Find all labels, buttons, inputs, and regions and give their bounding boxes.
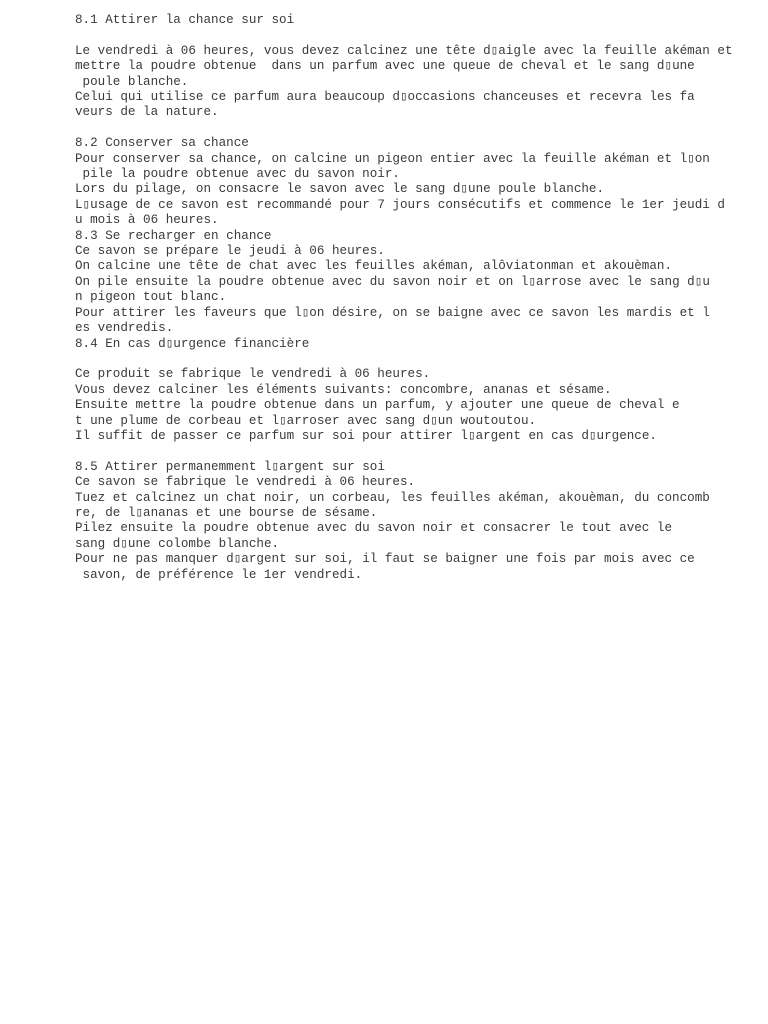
paragraph-line: Le vendredi à 06 heures, vous devez calcinez une tête d▯aigle avec la feuille akéman et <box>75 43 733 58</box>
paragraph-line: Ensuite mettre la poudre obtenue dans un parfum, y ajouter une queue de cheval e <box>75 398 680 413</box>
paragraph-line: Pour ne pas manquer d▯argent sur soi, il faut se baigner une fois par mois avec ce <box>75 552 695 567</box>
paragraph-line: L▯usage de ce savon est recommandé pour 7 jours consécutifs et commence le 1er jeudi d <box>75 197 725 212</box>
paragraph-line: On pile ensuite la poudre obtenue avec du savon noir et on l▯arrose avec le sang d▯u <box>75 274 710 289</box>
paragraph-line: savon, de préférence le 1er vendredi. <box>75 567 363 582</box>
blank-line <box>75 121 755 136</box>
paragraph-line: re, de l▯ananas et une bourse de sésame. <box>75 505 378 520</box>
paragraph-line: u mois à 06 heures. <box>75 213 219 228</box>
paragraph-line: Pour attirer les faveurs que l▯on désire, on se baigne avec ce savon les mardis et l <box>75 305 710 320</box>
paragraph-line: On calcine une tête de chat avec les feuilles akéman, alôviatonman et akouèman. <box>75 259 673 274</box>
section-heading: 8.2 Conserver sa chance <box>75 136 249 151</box>
paragraph-line: mettre la poudre obtenue dans un parfum avec une queue de cheval et le sang d▯une <box>75 59 695 74</box>
blank-line <box>75 352 755 367</box>
paragraph-line: veurs de la nature. <box>75 105 219 120</box>
section-heading: 8.1 Attirer la chance sur soi <box>75 13 295 27</box>
paragraph-line: pile la poudre obtenue avec du savon noir. <box>75 167 400 182</box>
paragraph-line: Pour conserver sa chance, on calcine un pigeon entier avec la feuille akéman et l▯on <box>75 151 710 166</box>
paragraph-line: Ce savon se prépare le jeudi à 06 heures. <box>75 244 385 259</box>
section-heading: 8.4 En cas d▯urgence financière <box>75 336 310 351</box>
document-body <box>75 13 755 583</box>
paragraph-line: Tuez et calcinez un chat noir, un corbeau, les feuilles akéman, akouèman, du concomb <box>75 490 710 505</box>
paragraph-line: sang d▯une colombe blanche. <box>75 536 280 551</box>
paragraph-line: t une plume de corbeau et l▯arroser avec sang d▯un woutoutou. <box>75 413 537 428</box>
paragraph-line: Vous devez calciner les éléments suivants: concombre, ananas et sésame. <box>75 382 612 397</box>
blank-line <box>75 444 755 459</box>
paragraph-line: poule blanche. <box>75 74 189 89</box>
paragraph-line: Lors du pilage, on consacre le savon avec le sang d▯une poule blanche. <box>75 182 605 197</box>
paragraph-line: n pigeon tout blanc. <box>75 290 227 305</box>
paragraph-line: es vendredis. <box>75 321 174 336</box>
paragraph-line: Celui qui utilise ce parfum aura beaucoup d▯occasions chanceuses et recevra les fa <box>75 90 695 105</box>
section-heading: 8.3 Se recharger en chance <box>75 228 272 243</box>
paragraph-line: Ce savon se fabrique le vendredi à 06 heures. <box>75 475 416 490</box>
paragraph-line: Il suffit de passer ce parfum sur soi pour attirer l▯argent en cas d▯urgence. <box>75 428 657 443</box>
paragraph-line: Pilez ensuite la poudre obtenue avec du savon noir et consacrer le tout avec le <box>75 521 673 536</box>
blank-line <box>75 28 755 43</box>
paragraph-line: Ce produit se fabrique le vendredi à 06 heures. <box>75 367 431 382</box>
section-heading: 8.5 Attirer permanemment l▯argent sur soi <box>75 459 385 474</box>
